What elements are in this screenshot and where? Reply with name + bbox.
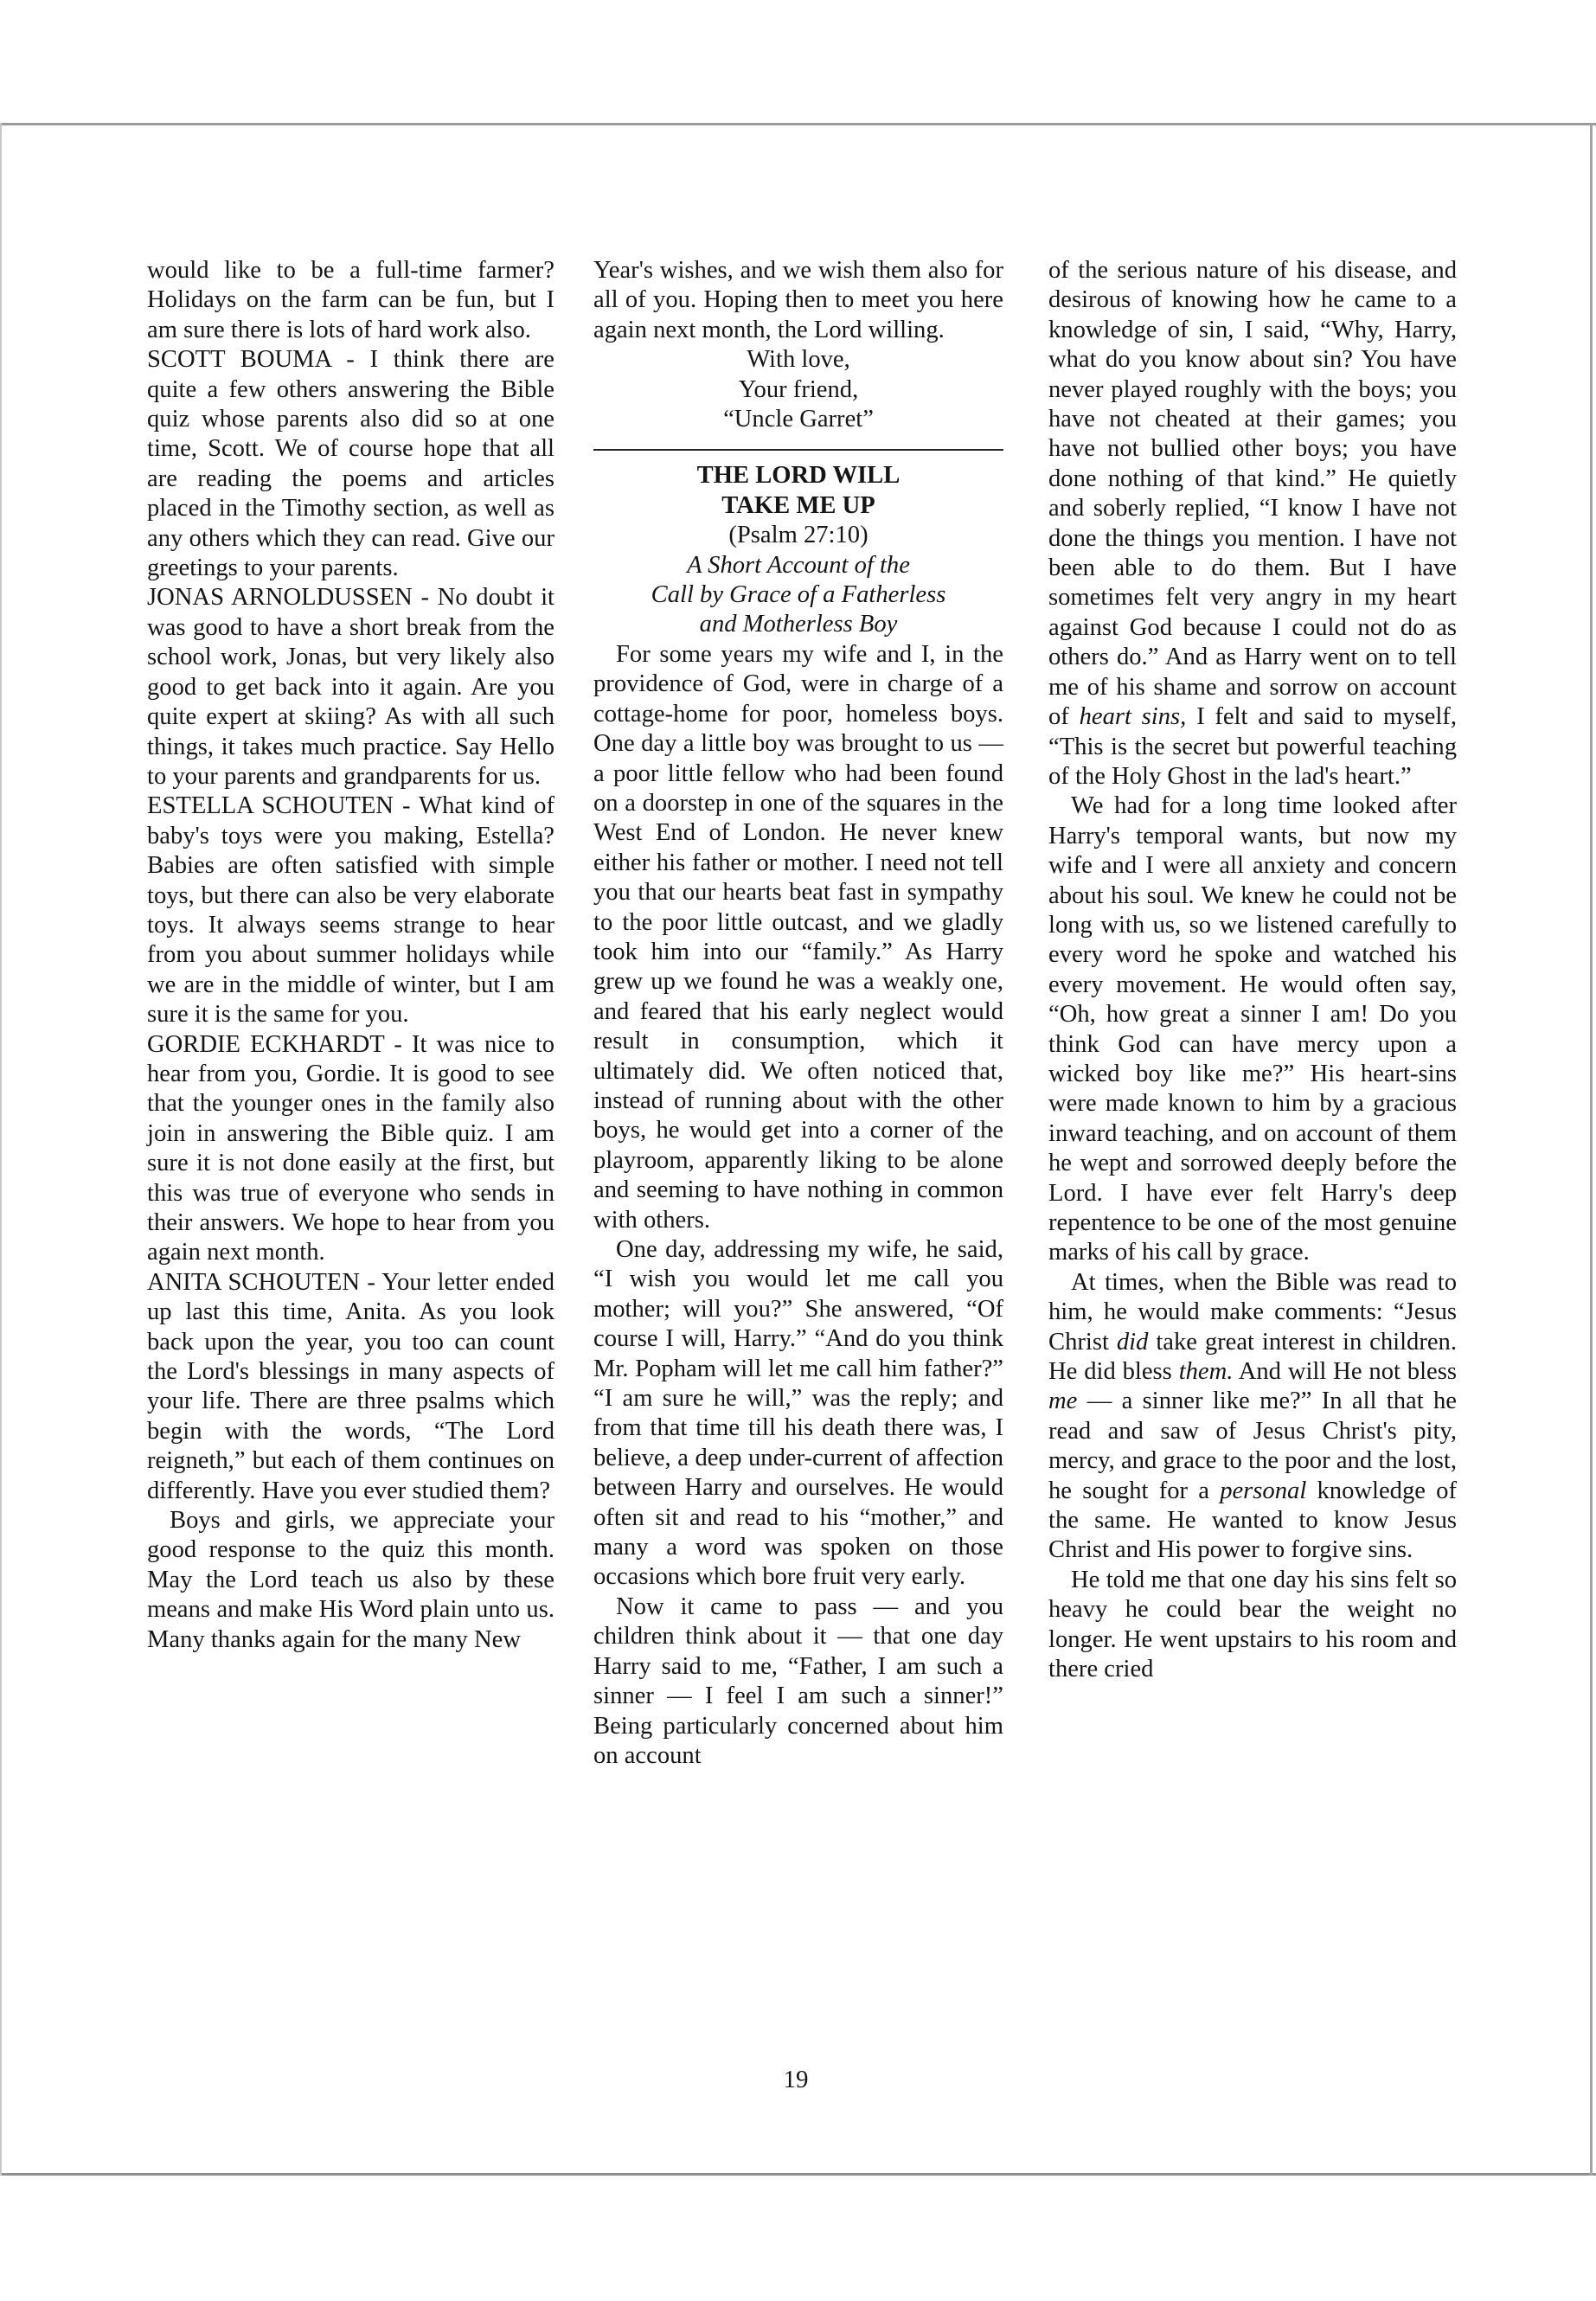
- scripture-reference: (Psalm 27:10): [728, 522, 869, 549]
- column-1: [147, 256, 554, 1655]
- column-3: [1048, 256, 1457, 1685]
- closing-line: With love,: [747, 346, 850, 374]
- paragraph: We had for a long time looked after Harry's temporal wants, but now my wife and I were all anxiety and concern about his soul. We knew he could not be long with us, so we listened carefully to every word he spoke and watched his every movement. He would often say, “Oh, how great a sinner I am! Do you think God can have mercy upon a wicked boy like me?” His heart-sins were made known to him by a gracious inward teaching, and on account of them he wept and sorrowed deeply before the Lord. I have ever felt Harry's deep repentence to be one of the most genuine marks of his call by grace.: [1048, 792, 1457, 1266]
- letter-reply-anita-schouten: ANITA SCHOUTEN - Your letter ended up last this time, Anita. As you look back upon the year, you too can count the Lord's blessings in many aspects of your life. There are three psalms which begin with the words, “The Lord reigneth,” but each of them continues on differently. Have you ever studied them?: [147, 1268, 554, 1504]
- text-run: At times, when the Bible was read to him, he would make comments: “Jesus Christ: [1048, 1268, 1457, 1356]
- scan-border-bottom: [0, 2173, 1596, 2176]
- page-number: 19: [783, 2066, 809, 2093]
- emphasis: heart sins,: [1079, 703, 1187, 731]
- section-divider: [593, 449, 1003, 451]
- letter-reply-gordie-eckhardt: GORDIE ECKHARDT - It was nice to hear from you, Gordie. It is good to see that the younger ones in the family also join in answering the Bible quiz. I am sure it is not done easily at the first, but this was true of everyone who sends in their answers. We hope to hear from you again next month.: [147, 1030, 554, 1266]
- paragraph: would like to be a full-time farmer? Holidays on the farm can be fun, but I am sure there is lots of hard work also.: [147, 257, 554, 343]
- text-run: of the serious nature of his disease, and desirous of knowing how he came to a knowledge of sin, I said, “Why, Harry, what do you know about sin? You have never played roughly with the boys; you have not cheated at their games; you have not bullied other boys; you have done nothing of that kind.” He quietly and soberly replied, “I know I have not done the things you mention. I have not been able to do them. But I have sometimes felt very angry in my heart against God because I could not do as others do.” And as Harry went on to tell me of his shame and sorrow on account of: [1048, 257, 1457, 731]
- text-run: And will He not bless: [1238, 1358, 1457, 1386]
- letter-reply-estella-schouten: ESTELLA SCHOUTEN - What kind of baby's toys were you making, Estella? Babies are often satisfied with simple toys, but there can also be very elaborate toys. It always seems strange to hear from you about summer holidays while we are in the middle of winter, but I am sure it is the same for you.: [147, 792, 554, 1029]
- scan-border-left: [0, 123, 2, 2176]
- paragraph: Now it came to pass — and you children think about it — that one day Harry said to me, “Father, I am such a sinner — I feel I am such a sinner!” Being particularly concerned about him on account: [593, 1593, 1003, 1769]
- closing-line: Your friend,: [738, 375, 859, 403]
- text-run: knowledge of the same. He wanted to know Jesus Christ and His power to forgive sins.: [1048, 1477, 1458, 1564]
- scan-border-right: [1590, 123, 1593, 2176]
- paragraph: For some years my wife and I, in the providence of God, were in charge of a cottage-home for poor, homeless boys. One day a little boy was brought to us — a poor little fellow who had been found on a doorstep in one of the squares in the West End of London. He never knew either his father or mother. I need not tell you that our hearts beat fast in sympathy to the poor little outcast, and we gladly took him into our “family.” As Harry grew up we found he was a weakly one, and feared that his early neglect would result in consumption, which it ultimately did. We often noticed that, instead of running about with the other boys, he would get into a corner of the playroom, apparently liking to be alone and seeming to have nothing in common with others.: [593, 640, 1003, 1234]
- text-run: — a sinner like me?” In all that he read and saw of Jesus Christ's pity, mercy, and grace to the poor and the lost, he sought for a: [1048, 1388, 1457, 1504]
- emphasis: did: [1116, 1328, 1149, 1356]
- signature: “Uncle Garret”: [723, 406, 874, 433]
- paragraph: Year's wishes, and we wish them also for all of you. Hoping then to meet you here again next month, the Lord willing.: [593, 257, 1003, 343]
- paragraph: Boys and girls, we appreciate your good response to the quiz this month. May the Lord teach us also by these means and make His Word plain unto us. Many thanks again for the many New: [147, 1507, 554, 1653]
- scan-border-top: [0, 123, 1596, 125]
- letter-reply-jonas-arnoldussen: JONAS ARNOLDUSSEN - No doubt it was good to have a short break from the school work, Jonas, but very likely also good to get back into it again. Are you quite expert at skiing? As with all such things, it takes much practice. Say Hello to your parents and grandparents for us.: [147, 584, 554, 790]
- article-title: THE LORD WILL: [696, 462, 901, 490]
- paragraph: He told me that one day his sins felt so heavy he could bear the weight no longer. He went upstairs to his room and there cried: [1048, 1566, 1457, 1683]
- column-2: [593, 256, 1003, 1771]
- text-run: take great interest in children. He did bless: [1048, 1328, 1457, 1386]
- paragraph: [1048, 1268, 1457, 1566]
- paragraph: One day, addressing my wife, he said, “I wish you would let me call you mother; will you?” She answered, “Of course I will, Harry.” “And do you think Mr. Popham will let me call him father?” “I am sure he will,” was the reply; and from that time till his death there was, I believe, a deep under-current of affection between Harry and ourselves. He would often sit and read to his “mother,” and many a word was spoken on those occasions which bore fruit very early.: [593, 1236, 1003, 1591]
- article-subtitle: Call by Grace of a Fatherless: [651, 581, 946, 609]
- letter-reply-scott-bouma: SCOTT BOUMA - I think there are quite a few others answering the Bible quiz whose parents also did so at one time, Scott. We of course hope that all are reading the poems and articles placed in the Timothy section, as well as any others which they can read. Give our greetings to your parents.: [147, 346, 554, 582]
- text-run: I felt and said to myself, “This is the secret but powerful teaching of the Holy Ghost in the lad's heart.”: [1048, 703, 1457, 790]
- emphasis: me: [1048, 1388, 1078, 1415]
- article-subtitle: A Short Account of the: [687, 551, 910, 579]
- emphasis: personal: [1220, 1477, 1307, 1504]
- article-subtitle: and Motherless Boy: [699, 611, 898, 638]
- emphasis: them.: [1178, 1358, 1234, 1386]
- article-title: TAKE ME UP: [721, 491, 875, 519]
- paragraph: [1048, 256, 1457, 792]
